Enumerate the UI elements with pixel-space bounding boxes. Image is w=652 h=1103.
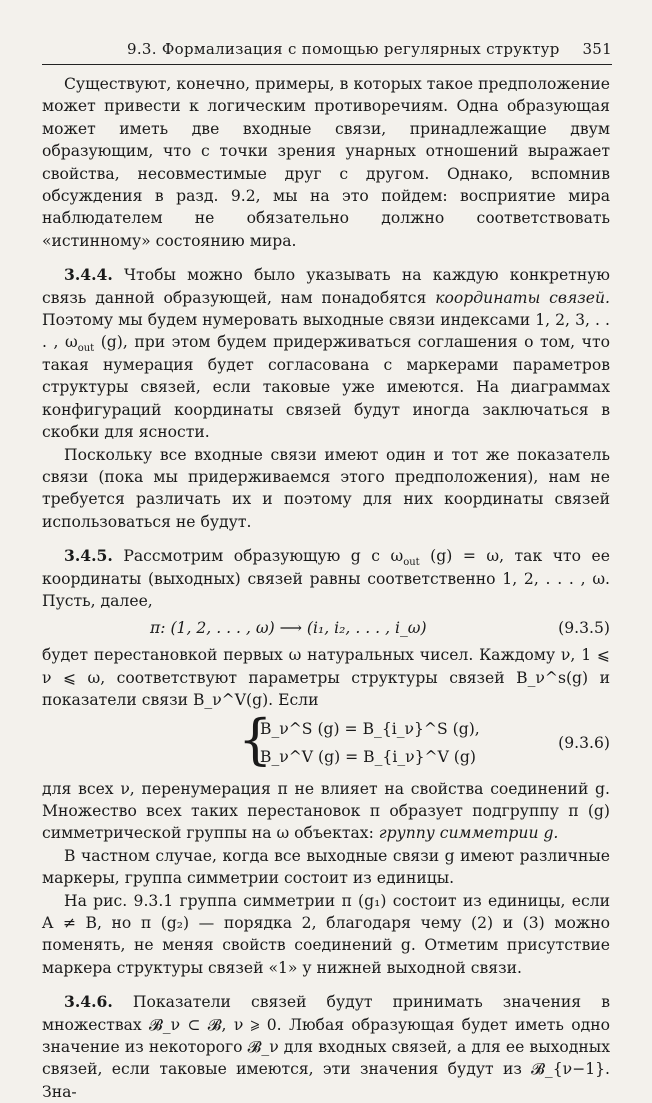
paragraph-3-4-6	[42, 991, 610, 1103]
paragraph-figure-reference: На рис. 9.3.1 группа симметрии π (g₁) состоит из единицы, если A ≠ B, но π (g₂) — порядка 2, благодаря чему (2) и (3) можно поменять, не меняя свойств соединений g. Отметим присутствие маркера структуры связей «1» у нижней выходной связи.	[42, 891, 610, 977]
brace-symbol: {	[238, 707, 273, 771]
paragraph-text: (g) = ω, так что ее координаты (выходных) связей равны соответственно 1, 2, . . . , ω. Пусть, далее,	[42, 547, 610, 610]
term-link-coordinates: координаты связей.	[435, 288, 610, 307]
section-number-3-4-5: 3.4.5.	[64, 546, 113, 566]
paragraph-input-links: Поскольку все входные связи имеют один и тот же показатель связи (пока мы придерживаемся этого предположения), нам не требуется различать их и поэтому для них координаты связей использоваться не будут.	[42, 445, 610, 531]
paragraph-special-case: В частном случае, когда все выходные связи g имеют различные маркеры, группа симметрии состоит из единицы.	[42, 846, 610, 888]
paragraph-text: Поэтому мы будем нумеровать выходные связи индексами 1, 2, 3, . . . , ω	[42, 311, 610, 352]
section-number-3-4-4: 3.4.4.	[64, 265, 113, 285]
page-body	[42, 73, 610, 1103]
equation-line-1: B_ν^S (g) = B_{i_ν}^S (g),	[260, 719, 480, 738]
equation-number: (9.3.6)	[558, 733, 610, 752]
paragraph-3-4-5	[42, 545, 610, 612]
paragraph-text: Рассмотрим образующую g с ω	[112, 547, 404, 566]
paragraph-text: Чтобы можно было указывать на каждую конкретную связь данной образующей, нам понадобятся	[42, 266, 610, 307]
equation-number: (9.3.5)	[558, 619, 610, 638]
running-header	[42, 40, 612, 65]
equation-9-3-6	[42, 707, 610, 778]
subscript: out	[77, 343, 95, 355]
page-number: 351	[582, 40, 612, 58]
term-symmetry-group: группу симметрии g.	[378, 824, 559, 843]
paragraph-1: Существуют, конечно, примеры, в которых такое предположение может привести к логическим противоречиям. Одна образующая может иметь две входные связи, принадлежащие двум образующим, что с точки зрения унарных отношений выражает свойства, несовместимые друг с другом. Однако, вспомнив обсуждения в разд. 9.2, мы на это пойдем: восприятие мира наблюдателем не обязательно должно соответствовать «истинному» состоянию мира.	[42, 75, 610, 250]
paragraph-text: (g), при этом будем придерживаться соглашения о том, что такая нумерация будет согласована с маркерами параметров структуры связей, если таковые уже имеются. На диаграммах конфигураций координаты связей будут иногда заключаться в скобки для ясности.	[42, 333, 610, 442]
paragraph-3-4-4	[42, 264, 610, 443]
equation-formula: π: (1, 2, . . . , ω) ⟶ (i₁, i₂, . . . , i_ω)	[150, 619, 427, 638]
paragraph-permutation: будет перестановкой первых ω натуральных чисел. Каждому ν, 1 ⩽ ν ⩽ ω, соответствуют параметры структуры связей B_ν^s(g) и показатели связи B_ν^V(g). Если	[42, 646, 610, 710]
subscript: out	[403, 557, 420, 569]
section-number-3-4-6: 3.4.6.	[64, 992, 113, 1012]
paragraph-text: Показатели связей будут принимать значения в множествах 𝓑_ν ⊂ 𝓑, ν ⩾ 0. Любая образующая будет иметь одно значение из некоторого 𝓑_ν для входных связей, а для ее выходных связей, если таковые имеются, эти значения будут из 𝓑_{ν−1}. Зна-	[42, 993, 610, 1101]
equation-line-2: B_ν^V (g) = B_{i_ν}^V (g)	[260, 747, 476, 766]
paragraph-symmetry-group	[42, 778, 610, 845]
running-title: 9.3. Формализация с помощью регулярных структур	[127, 40, 560, 58]
paragraph-text: для всех ν, перенумерация π не влияет на свойства соединений g. Множество всех таких перестановок π образует подгруппу π (g) симметрической группы на ω объектах:	[42, 779, 610, 843]
equation-9-3-5	[42, 612, 610, 644]
